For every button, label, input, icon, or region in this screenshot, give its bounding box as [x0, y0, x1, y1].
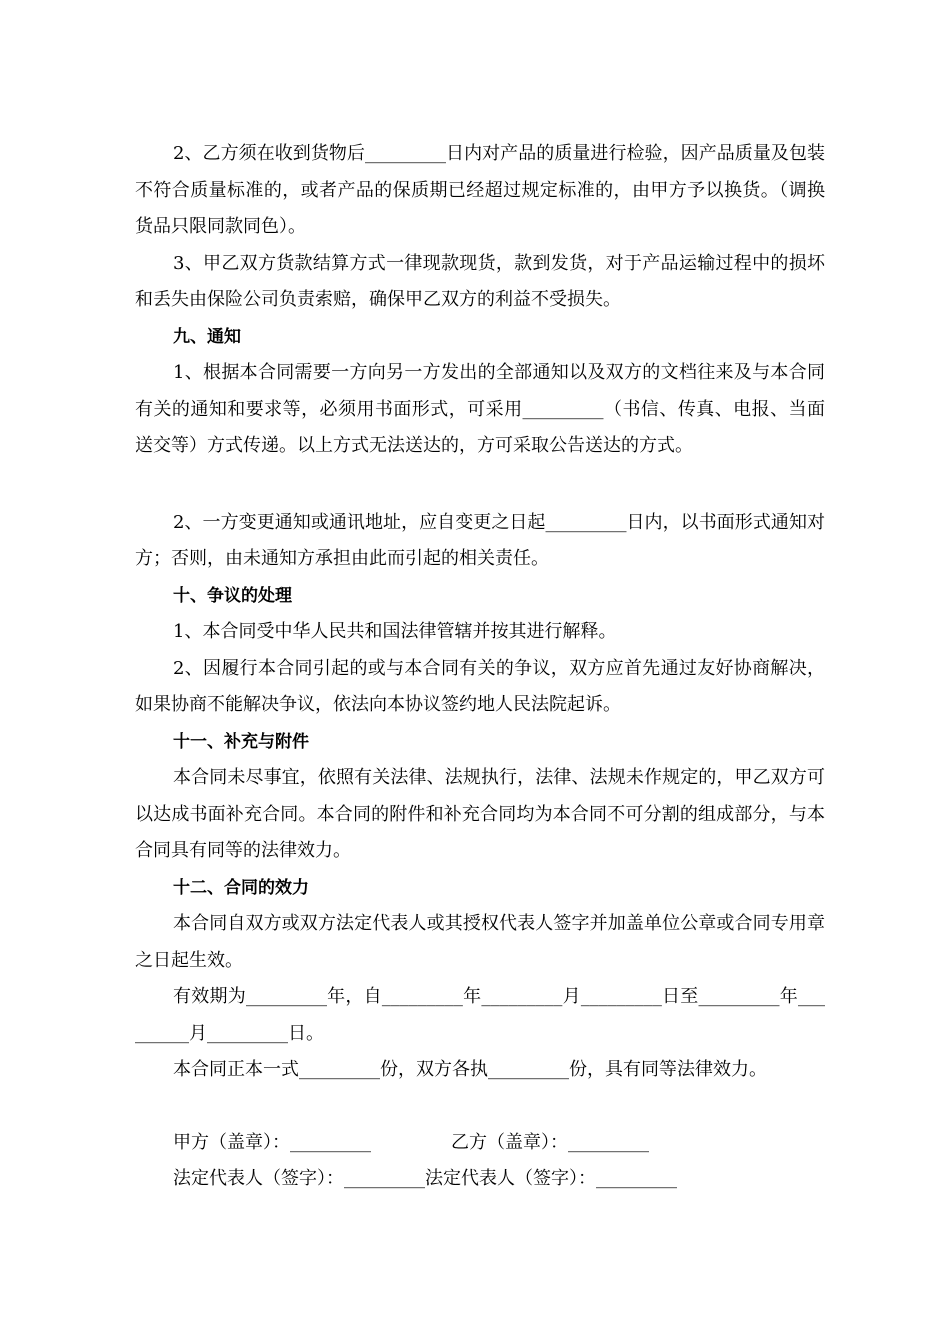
clause-12-1: 本合同自双方或双方法定代表人或其授权代表人签字并加盖单位公章或合同专用章之日起生效。 [135, 913, 825, 971]
spacer [135, 465, 825, 505]
signature-row-representative [135, 1161, 825, 1198]
clause-8-2: 2、乙方须在收到货物后_________日内对产品的质量进行检验，因产品质量及包装不符合质量标准的，或者产品的保质期已经超过规定标准的，由甲方予以换货。（调换货品只限同款同色）。 [135, 143, 825, 237]
clause-12-3: 本合同正本一式_________份，双方各执_________份，具有同等法律效力。 [173, 1059, 767, 1080]
section-heading-dispute: 十、争议的处理 [173, 585, 292, 606]
clause-12-2: 有效期为_________年，自_________年_________月_________日至_________年_________月_________日。 [135, 986, 825, 1044]
clause-9-1: 1、根据本合同需要一方向另一方发出的全部通知以及双方的文档往来及与本合同有关的通知和要求等，必须用书面形式，可采用_________（书信、传真、电报、当面送交等）方式传递。以上方式无法送达的，方可采取公告送达的方式。 [135, 362, 825, 456]
party-b-rep-field: 法定代表人（签字）：_________ [425, 1168, 677, 1189]
signature-row-seal [135, 1125, 825, 1162]
clause-10-2: 2、因履行本合同引起的或与本合同有关的争议，双方应首先通过友好协商解决，如果协商不能解决争议，依法向本协议签约地人民法院起诉。 [135, 657, 825, 715]
contract-body [135, 136, 825, 1198]
clause-10-1: 1、本合同受中华人民共和国法律管辖并按其进行解释。 [173, 621, 617, 642]
clause-11-1: 本合同未尽事宜，依照有关法律、法规执行，法律、法规未作规定的，甲乙双方可以达成书面补充合同。本合同的附件和补充合同均为本合同不可分割的组成部分，与本合同具有同等的法律效力。 [135, 767, 825, 861]
section-heading-validity: 十二、合同的效力 [173, 877, 309, 898]
party-a-seal-field: 甲方（盖章）：_________ [173, 1131, 371, 1153]
clause-8-3: 3、甲乙双方货款结算方式一律现款现货，款到发货，对于产品运输过程中的损坏和丢失由保险公司负责索赔，确保甲乙双方的利益不受损失。 [135, 252, 825, 310]
party-a-rep-field: 法定代表人（签字）：_________ [173, 1168, 425, 1189]
section-heading-supplement: 十一、补充与附件 [173, 731, 309, 752]
clause-9-2: 2、一方变更通知或通讯地址，应自变更之日起_________日内，以书面形式通知对方；否则，由未通知方承担由此而引起的相关责任。 [135, 511, 825, 569]
section-heading-notice: 九、通知 [173, 326, 241, 347]
spacer [135, 1089, 825, 1125]
party-b-seal-field: 乙方（盖章）：_________ [451, 1131, 649, 1153]
